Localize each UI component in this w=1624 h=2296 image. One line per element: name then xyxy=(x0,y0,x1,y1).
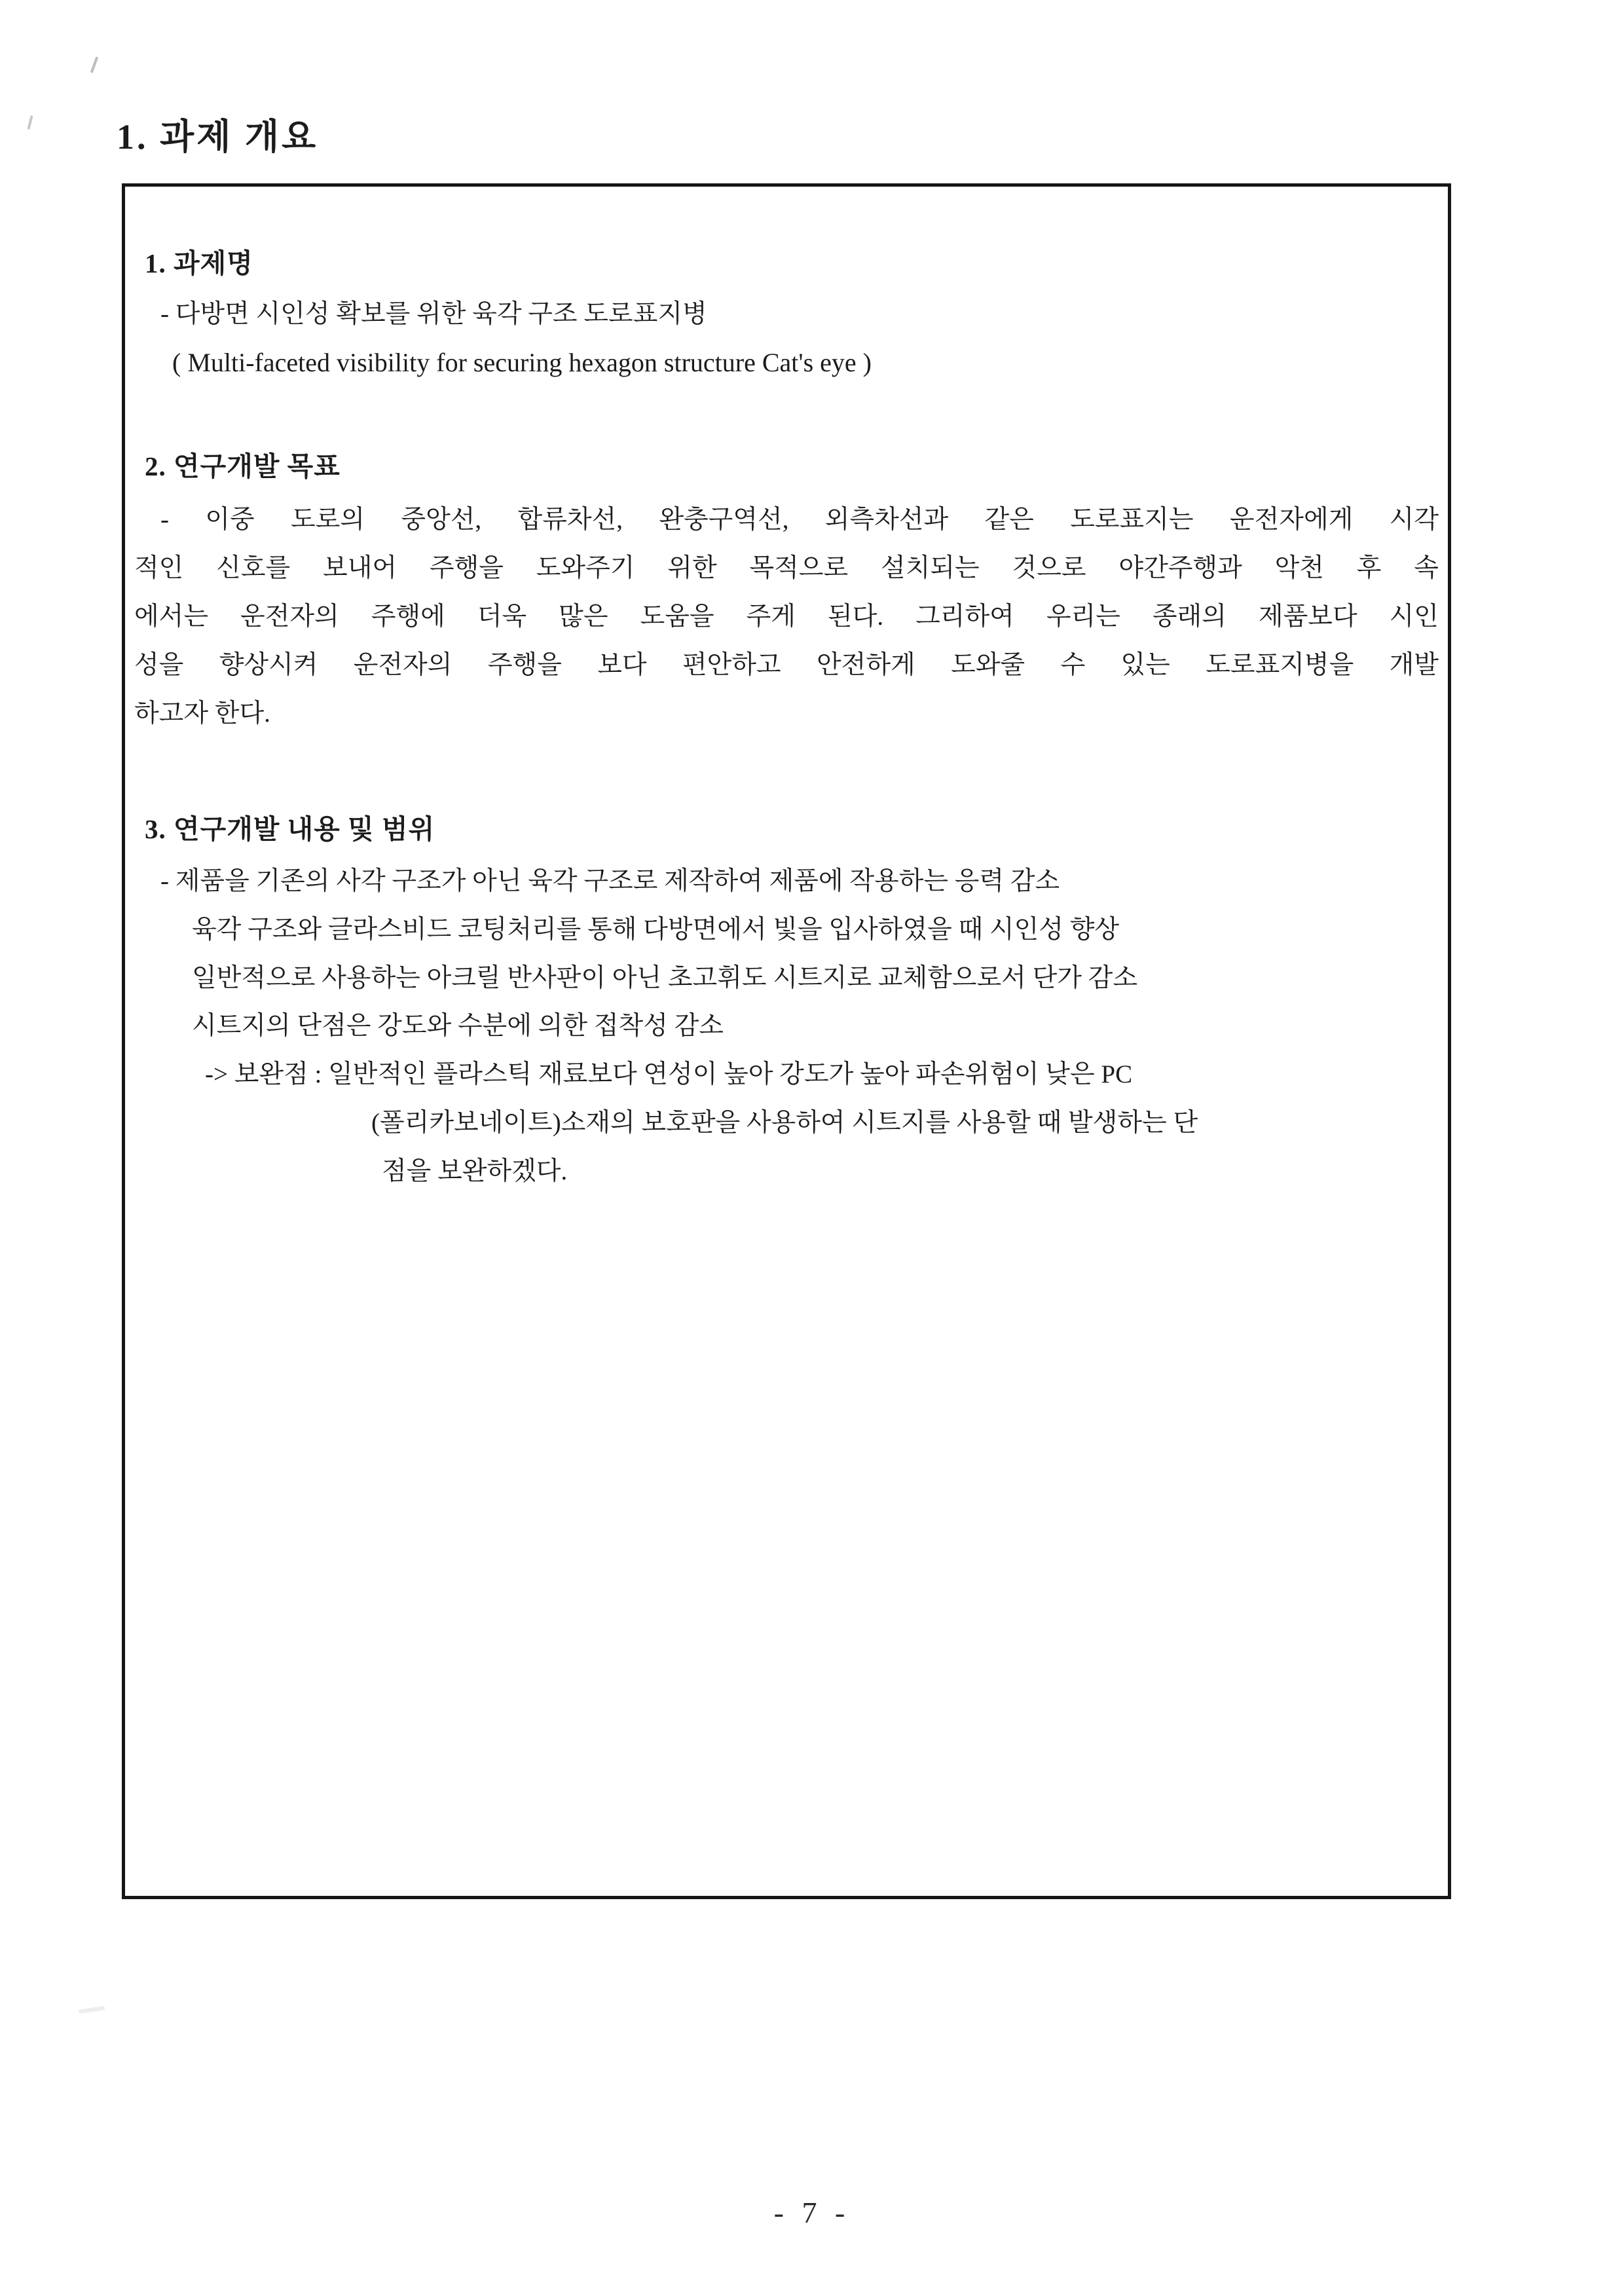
goal-paragraph-line: 하고자 한다. xyxy=(134,699,270,728)
section-project-name xyxy=(134,242,1439,377)
goal-paragraph-line: 적인 신호를 보내어 주행을 도와주기 위한 목적으로 설치되는 것으로 야간주행과 악천 후 속 xyxy=(134,553,1439,582)
scope-item: 시트지의 단점은 강도와 수분에 의한 접착성 감소 xyxy=(192,1012,724,1041)
section-heading: 3. 연구개발 내용 및 범위 xyxy=(145,813,435,844)
scan-artifact xyxy=(79,2006,105,2014)
goal-paragraph-line: 성을 향상시켜 운전자의 주행을 보다 편안하고 안전하게 도와줄 수 있는 도로표지병을 개발 xyxy=(134,650,1439,679)
scope-item: 육각 구조와 글라스비드 코팅처리를 통해 다방면에서 빛을 입사하였을 때 시인성 향상 xyxy=(192,915,1120,944)
page-number: - 7 - xyxy=(773,2196,851,2229)
scope-supplement-line: -> 보완점 : 일반적인 플라스틱 재료보다 연성이 높아 강도가 높아 파손위험이 낮은 PC xyxy=(205,1060,1133,1089)
section-heading: 1. 과제명 xyxy=(145,248,253,278)
section-rnd-scope xyxy=(134,807,1439,1186)
scan-artifact xyxy=(27,115,33,130)
page-title: 1. 과제 개요 xyxy=(117,117,319,157)
section-rnd-goal xyxy=(134,445,1439,728)
scope-item: 일반적으로 사용하는 아크릴 반사판이 아닌 초고휘도 시트지로 교체함으로서 단가 감소 xyxy=(192,963,1138,992)
scope-supplement-line: 점을 보완하겠다. xyxy=(382,1157,568,1186)
section-heading: 2. 연구개발 목표 xyxy=(145,451,341,481)
scope-item: - 제품을 기존의 사각 구조가 아닌 육각 구조로 제작하여 제품에 작용하는 응력 감소 xyxy=(160,866,1060,895)
project-name-korean: - 다방면 시인성 확보를 위한 육각 구조 도로표지병 xyxy=(160,300,707,328)
scope-supplement-line: (폴리카보네이트)소재의 보호판을 사용하여 시트지를 사용할 때 발생하는 단 xyxy=(371,1109,1198,1138)
project-name-english: ( Multi-faceted visibility for securing hexagon structure Cat's eye ) xyxy=(172,347,872,377)
goal-paragraph-line: - 이중 도로의 중앙선, 합류차선, 완충구역선, 외측차선과 같은 도로표지는 운전자에게 시각 xyxy=(160,505,1439,534)
goal-paragraph-line: 에서는 운전자의 주행에 더욱 많은 도움을 주게 된다. 그리하여 우리는 종래의 제품보다 시인 xyxy=(134,602,1439,631)
overview-box xyxy=(122,183,1451,1899)
scan-artifact xyxy=(90,56,99,73)
